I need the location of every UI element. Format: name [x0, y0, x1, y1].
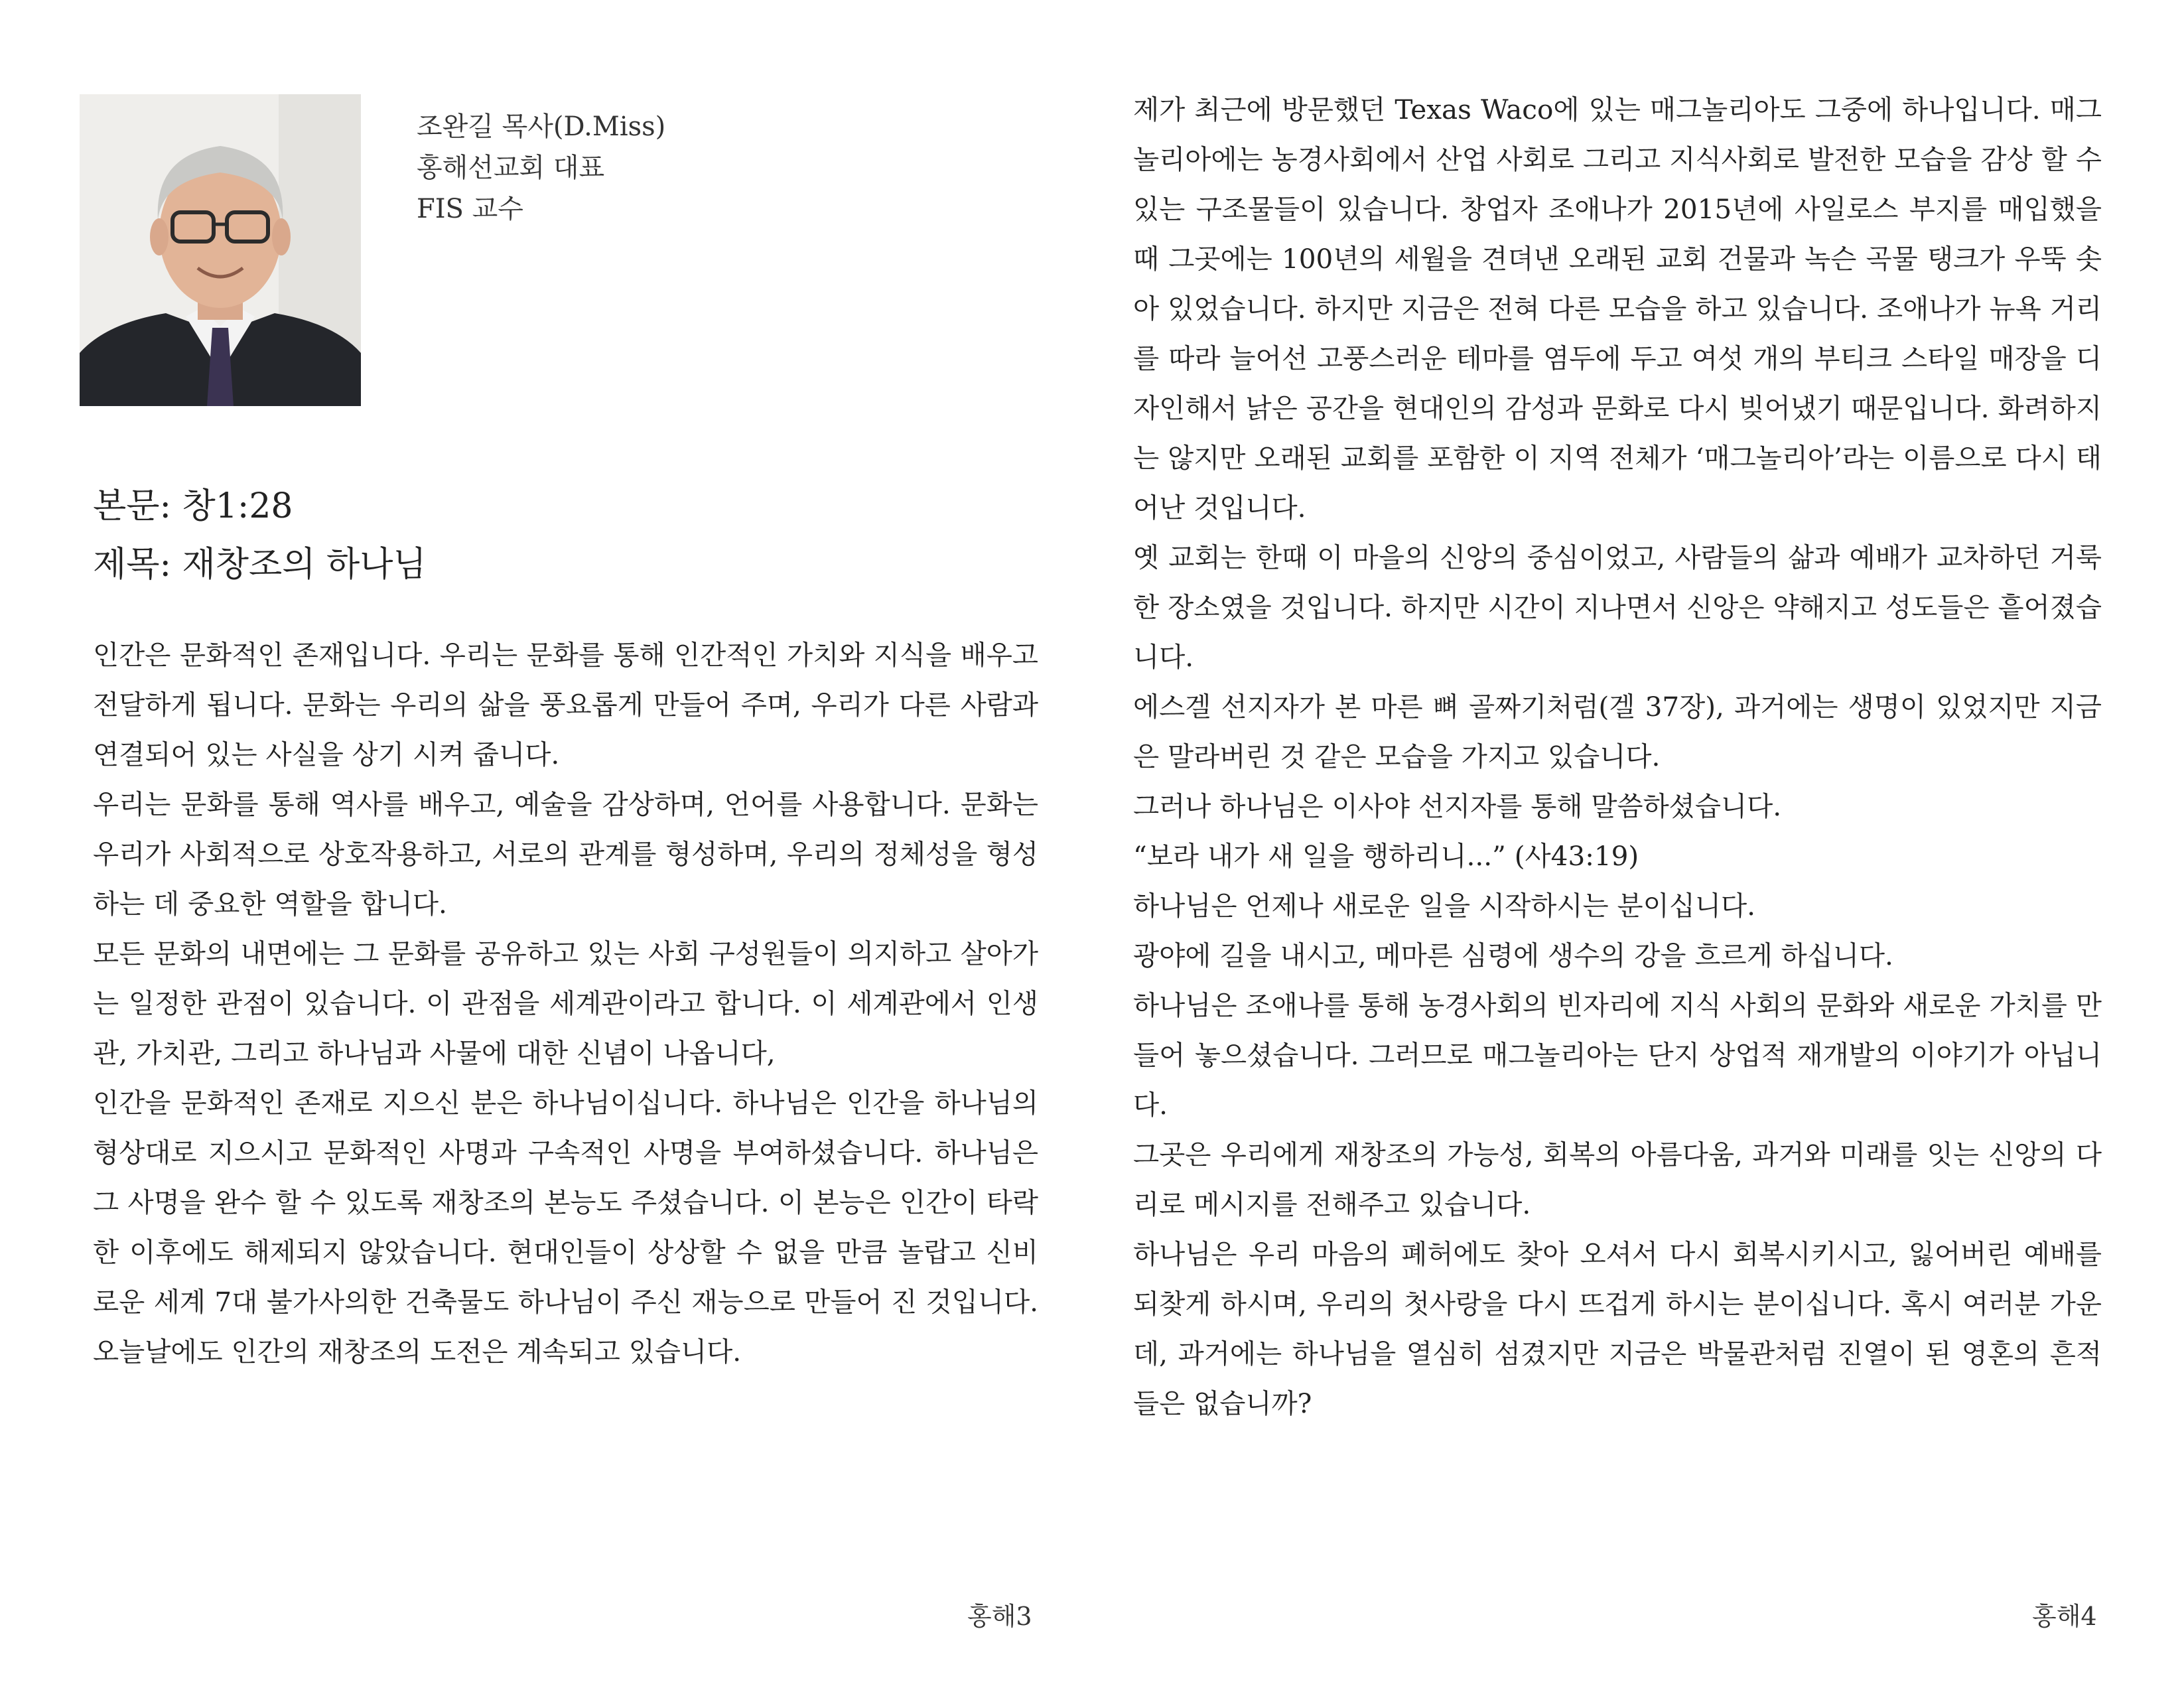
paragraph: 하나님은 우리 마음의 폐허에도 찾아 오셔서 다시 회복시키시고, 잃어버린 예배를 되찾게 하시며, 우리의 첫사랑을 다시 뜨겁게 하시는 분이십니다. 혹시 여러분 가운데, 과거에는 하나님을 열심히 섬겼지만 지금은 박물관처럼 진열이 된 영혼의 흔적들은 없습니까?: [1133, 1238, 2102, 1419]
author-photo: [80, 94, 361, 406]
author-name: 조완길 목사(D.Miss): [417, 111, 666, 142]
paragraph: 에스겔 선지자가 본 마른 뼈 골짜기처럼(겔 37장), 과거에는 생명이 있었지만 지금은 말라버린 것 같은 모습을 가지고 있습니다.: [1133, 691, 2102, 772]
paragraph: 광야에 길을 내시고, 메마른 심령에 생수의 강을 흐르게 하십니다.: [1133, 940, 1893, 971]
paragraph: 우리는 문화를 통해 역사를 배우고, 예술을 감상하며, 언어를 사용합니다. 문화는 우리가 사회적으로 상호작용하고, 서로의 관계를 형성하며, 우리의 정체성을 형성하는 데 중요한 역할을 합니다.: [93, 788, 1038, 920]
scripture-reference: 본문: 창1:28: [93, 486, 293, 526]
left-body-text: [93, 630, 1038, 1377]
paragraph: 하나님은 언제나 새로운 일을 시작하시는 분이십니다.: [1133, 890, 1755, 922]
sermon-title: 제목: 재창조의 하나님: [93, 545, 427, 585]
right-body-text: [1133, 85, 2102, 1429]
page-number: 홍해3: [967, 1602, 1032, 1631]
paragraph: 하나님은 조애나를 통해 농경사회의 빈자리에 지식 사회의 문화와 새로운 가치를 만들어 놓으셨습니다. 그러므로 매그놀리아는 단지 상업적 재개발의 이야기가 아닙니다.: [1133, 989, 2102, 1121]
paragraph: 옛 교회는 한때 이 마을의 신앙의 중심이었고, 사람들의 삶과 예배가 교차하던 거룩한 장소였을 것입니다. 하지만 시간이 지나면서 신앙은 약해지고 성도들은 흩어졌습니다.: [1133, 541, 2102, 673]
paragraph: 모든 문화의 내면에는 그 문화를 공유하고 있는 사회 구성원들이 의지하고 살아가는 일정한 관점이 있습니다. 이 관점을 세계관이라고 합니다. 이 세계관에서 인생관, 가치관, 그리고 하나님과 사물에 대한 신념이 나옵니다,: [93, 938, 1038, 1069]
quote-paragraph: “보라 내가 새 일을 행하리니...” (사43:19): [1133, 840, 1639, 872]
page-number: 홍해4: [2032, 1602, 2097, 1631]
author-info: [417, 106, 665, 230]
paragraph: 제가 최근에 방문했던 Texas Waco에 있는 매그놀리아도 그중에 하나입니다. 매그놀리아에는 농경사회에서 산업 사회로 그리고 지식사회로 발전한 모습을 감상 할 수 있는 구조물들이 있습니다. 창업자 조애나가 2015년에 사일로스 부지를 매입했을 때 그곳에는 100년의 세월을 견뎌낸 오래된 교회 건물과 녹슨 곡물 탱크가 우뚝 솟아 있었습니다. 하지만 지금은 전혀 다른 모습을 하고 있습니다. 조애나가 뉴욕 거리를 따라 늘어선 고풍스러운 테마를 염두에 두고 여섯 개의 부티크 스타일 매장을 디자인해서 낡은 공간을 현대인의 감성과 문화로 다시 빚어냈기 때문입니다. 화려하지는 않지만 오래된 교회를 포함한 이 지역 전체가 ‘매그놀리아’라는 이름으로 다시 태어난 것입니다.: [1133, 94, 2102, 524]
author-position: FIS 교수: [417, 194, 523, 224]
right-page: [1092, 0, 2184, 1692]
author-role: 홍해선교회 대표: [417, 153, 605, 183]
paragraph: 인간은 문화적인 존재입니다. 우리는 문화를 통해 인간적인 가치와 지식을 배우고 전달하게 됩니다. 문화는 우리의 삶을 풍요롭게 만들어 주며, 우리가 다른 사람과 연결되어 있는 사실을 상기 시켜 줍니다.: [93, 639, 1038, 770]
paragraph: 인간을 문화적인 존재로 지으신 분은 하나님이십니다. 하나님은 인간을 하나님의 형상대로 지으시고 문화적인 사명과 구속적인 사명을 부여하셨습니다. 하나님은 그 사명을 완수 할 수 있도록 재창조의 본능도 주셨습니다. 이 본능은 인간이 타락한 이후에도 해제되지 않았습니다. 현대인들이 상상할 수 없을 만큼 놀랍고 신비로운 세계 7대 불가사의한 건축물도 하나님이 주신 재능으로 만들어 진 것입니다. 오늘날에도 인간의 재창조의 도전은 계속되고 있습니다.: [93, 1087, 1038, 1368]
paragraph: 그러나 하나님은 이사야 선지자를 통해 말씀하셨습니다.: [1133, 790, 1782, 822]
paragraph: 그곳은 우리에게 재창조의 가능성, 회복의 아름다움, 과거와 미래를 잇는 신앙의 다리로 메시지를 전해주고 있습니다.: [1133, 1139, 2102, 1220]
